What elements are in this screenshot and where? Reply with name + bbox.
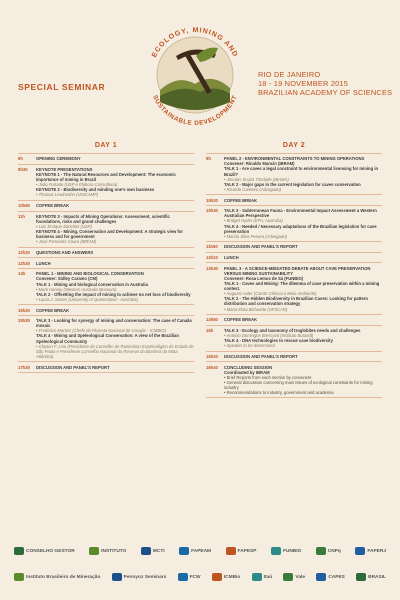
line-text: KEYNOTE 2 - Biodiversity and minding one's own business (36, 187, 155, 193)
seminar-logo (138, 18, 252, 132)
session-title: OPENING CEREMONY (36, 156, 81, 162)
talk-title (224, 166, 382, 176)
line-text: • Mark Harvey (36, 286, 63, 292)
schedule-row (18, 316, 194, 362)
session-time: 14h (18, 271, 26, 277)
session-title: CONCLUDING SESSION (224, 364, 273, 370)
line-text: • Augusto Auler (224, 291, 253, 297)
session-body (224, 266, 382, 312)
line-text: • Maria Elina Bichuette (224, 306, 267, 312)
affiliation: (IBRAM) (278, 161, 295, 167)
session-title: KEYNOTE PRESENTATIONS (36, 166, 93, 172)
schedule-row (206, 206, 382, 242)
schedule-row (206, 315, 382, 326)
sponsor-logo (141, 547, 165, 555)
line-text: TALK 1 - Caves and Mining: The dilemma of cave preservation within a mining context. (224, 281, 380, 292)
session-body (36, 261, 194, 266)
sponsor-mark-icon (355, 547, 365, 555)
speaker (36, 297, 194, 302)
sponsor-mark-icon (141, 547, 151, 555)
speaker (224, 307, 382, 312)
session-body (224, 156, 382, 192)
affiliation: (Presidente do Conselho de Patrimônio Espeleológico do Estado de São Paulo e Presidente Conselho Nacional da Reserva da Biosfera da Mata Atlântica) (36, 343, 194, 359)
talk-title (36, 318, 194, 328)
day-2-heading: DAY 2 (206, 142, 382, 154)
line-text: • Frederico Martins (36, 328, 72, 334)
sponsor-logo (252, 573, 273, 581)
affiliation: (FUNBIO) (284, 275, 304, 281)
sponsor-mark-icon (89, 547, 99, 555)
sponsor-logo (316, 547, 341, 555)
affiliation: (CM) (88, 276, 98, 282)
affiliation: (UNICAMP) (76, 192, 99, 198)
talk-title (36, 172, 194, 182)
session-time: 12h30 (18, 260, 30, 266)
day-2-column (206, 142, 382, 398)
affiliation: (Western Australia Museum) (63, 286, 117, 292)
sponsor-logo (89, 547, 126, 555)
sponsor-logo (271, 547, 301, 555)
line-text: TALK 4 - Needed / Necessary adaptations of the Brazilian legislation for cave preservation (224, 223, 377, 234)
sponsor-logo (178, 573, 201, 581)
session-time: 9h30 (18, 166, 28, 172)
session-title: LUNCH (36, 260, 51, 266)
talk-title (36, 214, 194, 224)
line-text: TALK 4 - Mining and Speleological Conservation: A view of the Brazilian Speleological Community (36, 333, 179, 344)
affiliation: (EPA, Australia) (253, 218, 283, 224)
sponsor-name: INSTITUTO (101, 548, 127, 554)
line-text: TALK 2 - Major gaps in the current legislation for caves conservation (224, 181, 361, 187)
day-1-schedule (18, 154, 194, 373)
session-title: COFFEE BREAK (36, 203, 70, 209)
schedule-row (18, 248, 194, 259)
session-body (36, 156, 194, 161)
session-body (36, 250, 194, 255)
session-body (36, 167, 194, 198)
session-time: 10h30 (206, 208, 218, 214)
line-text: TALK 3 - Looking for synergy of mining and conservation: The case of Canaãs mosaic (36, 318, 192, 329)
session-body (224, 354, 382, 359)
sponsor-name: FAPESP (237, 548, 257, 554)
session-title: DISCUSSION AND PANEL'S REPORT (224, 353, 298, 359)
schedule-row (18, 305, 194, 316)
talk-title (224, 224, 382, 234)
sponsor-logo (283, 573, 305, 581)
city: RIO DE JANEIRO (258, 70, 321, 79)
schedule-row (18, 154, 194, 165)
schedule-row (18, 362, 194, 373)
sponsor-name: Vale (295, 574, 306, 580)
line-text: • Bridget Hyder (224, 218, 253, 224)
sponsor-name: FCW (189, 574, 201, 580)
schedule-row (18, 165, 194, 201)
line-text: TALK 2 - The Hidden Biodiversity in Brazilian Caves: Looking for pattern distribution and conservation strategy (224, 296, 368, 307)
venue: BRAZILIAN ACADEMY OF SCIENCES (258, 88, 393, 97)
line-text: • Laura J. Sonter (36, 296, 68, 302)
talk-title (224, 208, 382, 218)
line-text: • João Furtado (36, 182, 64, 188)
schedule-row (206, 263, 382, 314)
line-text: • General discussion concerning main issues of ecological constraints for mining industry (224, 379, 373, 390)
session-body (36, 203, 194, 208)
line-text: TALK 1 - Mining and biological conservation in Australia (36, 281, 148, 287)
affiliation: (Chefe da Floresta Nacional de Carajás - ICMBIO) (72, 328, 166, 334)
list-item (224, 380, 382, 390)
schedule-row (206, 253, 382, 264)
session-time: 11h50 (206, 244, 218, 250)
session-body (36, 365, 194, 370)
line-text: • Jonatas Souza Trindade (224, 176, 272, 182)
line-text: TALK 1 - Are caves a legal constraint to environmental licensing for mining in Brazil? (224, 166, 379, 177)
logo-bottom-text: SUSTAINABLE DEVELOPMENT (151, 94, 239, 128)
sponsor-mark-icon (212, 573, 222, 581)
line-text: TALK 3 - Subterranean Fauna - Environmental Impact Assessment a Western Australian Perspective (224, 208, 377, 219)
sponsors-row-2 (14, 564, 386, 590)
sponsor-mark-icon (283, 573, 293, 581)
session-body (224, 198, 382, 203)
sponsor-logo (356, 573, 386, 581)
schedule-row (206, 242, 382, 253)
line-text: TALK 4 - DNA technologies to rescue cave biodiversity (224, 338, 333, 344)
schedule-row (206, 362, 382, 398)
sponsor-logo (226, 547, 257, 555)
sponsor-mark-icon (252, 573, 262, 581)
line-text: • Speaker to be determined (224, 343, 275, 349)
session-body (224, 255, 382, 260)
sponsor-name: Pennyoz Seminars (123, 574, 167, 580)
line-text: Convener: Rosa Lemos de Sá (224, 275, 284, 281)
logo-top-text: ECOLOGY, MINING AND (151, 26, 239, 59)
line-text: TALK 3 - Ecology and taxonomy of troglobites needs and challenges (224, 327, 361, 333)
talk-title (36, 229, 194, 239)
sponsor-name: CAPES (328, 574, 345, 580)
line-text: • Thomas Lewinsohn (36, 192, 75, 198)
line-text: • Brief Reports from each section by conveners (224, 374, 312, 380)
sponsor-mark-icon (316, 547, 326, 555)
sponsor-logo (316, 573, 345, 581)
session-body (36, 318, 194, 359)
schedule-row (206, 154, 382, 195)
sponsor-mark-icon (226, 547, 236, 555)
session-time: 12h10 (206, 255, 218, 261)
session-time: 12h20 (18, 249, 30, 255)
session-time: 10h20 (206, 197, 218, 203)
session-time: 13h30 (206, 265, 218, 271)
session-time: 16h40 (206, 364, 218, 370)
schedule-row (206, 326, 382, 352)
session-title: COFFEE BREAK (224, 317, 258, 323)
sponsor-mark-icon (316, 573, 326, 581)
header (0, 0, 400, 138)
session-body (36, 271, 194, 302)
line-text: • Marcio Silva Pereira (224, 233, 265, 239)
line-text: • Recommendations to industry, government and academia (224, 390, 334, 396)
line-text: Coordinated by IBRAM (224, 369, 270, 375)
sponsor-name: FAPEAM (191, 548, 212, 554)
special-seminar-label: SPECIAL SEMINAR (18, 82, 106, 92)
session-time: 14h50 (206, 317, 218, 323)
sponsor-mark-icon (356, 573, 366, 581)
affiliation: (USP e Elabora Consultoria) (64, 182, 118, 188)
affiliation: (IBRAM) (80, 239, 97, 245)
sponsor-logo (14, 547, 75, 555)
session-title: DISCUSSION AND PANEL'S REPORT (224, 244, 298, 250)
line-text: • José Fernando Coura (36, 239, 80, 245)
session-title: PANEL 2 - ENVIRONMENTAL CONSTRAINTS TO MINING OPERATIONS (224, 156, 365, 162)
sponsor-name: ICMBio (223, 574, 241, 580)
affiliation: (Instituto Butantã) (280, 332, 314, 338)
session-title: DISCUSSION AND PANEL'S REPORT (36, 364, 110, 370)
line-text: KEYNOTE 4 - Mining, Conservation and Development: A strategic view for business and for government (36, 229, 183, 240)
session-time: 17h30 (18, 364, 30, 370)
day-1-heading: DAY 1 (18, 142, 194, 154)
session-body (224, 244, 382, 249)
sponsor-logo (179, 547, 211, 555)
session-time: 9h (206, 156, 211, 162)
line-text: Convener: Sidley Caramo (36, 276, 87, 282)
speaker (224, 187, 382, 192)
affiliation: (Advogado) (265, 233, 287, 239)
sponsor-mark-icon (178, 573, 188, 581)
session-time: 10h50 (18, 203, 30, 209)
session-body (36, 214, 194, 245)
session-body (224, 208, 382, 239)
sponsor-logo (212, 573, 241, 581)
affiliation: (University of Queensland - Australia) (68, 296, 138, 302)
session-time: 15h20 (18, 307, 30, 313)
speaker (224, 343, 382, 348)
talk-title (224, 281, 382, 291)
sponsor-name: FAPERJ (367, 548, 386, 554)
dates: 18 - 19 NOVEMBER 2015 (258, 79, 349, 88)
schedule-row (18, 258, 194, 269)
session-body (224, 365, 382, 396)
sponsor-logo (112, 573, 167, 581)
talk-title (36, 333, 194, 343)
schedule-row (206, 195, 382, 206)
sponsor-logo (355, 547, 386, 555)
sponsor-name: BRASIL (368, 574, 386, 580)
day-1-column (18, 142, 194, 373)
day-2-schedule (206, 154, 382, 398)
line-text: • Ricardo Carneiro (224, 186, 259, 192)
session-title: COFFEE BREAK (36, 307, 70, 313)
sponsor-name: CNPq (327, 548, 341, 554)
affiliation: (UFSCAR) (267, 306, 288, 312)
event-info (258, 70, 398, 97)
sponsor-mark-icon (112, 573, 122, 581)
talk-title (224, 296, 382, 306)
session-title: LUNCH (224, 255, 239, 261)
affiliation: (Advogado) (259, 186, 282, 192)
speaker (36, 344, 194, 359)
affiliation: (USP) (80, 224, 92, 230)
list-item (224, 390, 382, 395)
sponsor-mark-icon (179, 547, 189, 555)
line-text: TALK 2 - Offsetting the impact of mining to achieve no net loss of biodiversity (36, 291, 191, 297)
session-title: PANEL 1 - MINING AND BIOLOGICAL CONSERVATION (36, 271, 144, 277)
schedule-row (18, 269, 194, 305)
session-body (224, 317, 382, 322)
sponsor-name: Itaú (263, 574, 273, 580)
speaker (224, 234, 382, 239)
session-time: 9h (18, 156, 23, 162)
affiliation: (IBAMA) (272, 176, 289, 182)
schedule-row (18, 201, 194, 212)
session-time: 16h20 (206, 353, 218, 359)
session-body (224, 328, 382, 348)
session-time: 11h (18, 213, 25, 219)
schedule-row (18, 212, 194, 248)
line-text: Convener: Rinaldo Mancin (224, 161, 277, 167)
schedule-row (206, 352, 382, 363)
sponsor-name: Instituto Brasileiro de Mineração (26, 574, 101, 580)
sponsor-mark-icon (14, 573, 24, 581)
session-title: PANEL 3 - A SCIENCE-MEDIATED DEBATE ABOUT CAVE PRESERVATION VERSUS MINING SUSTAINABILITY (224, 265, 371, 276)
sponsor-mark-icon (14, 547, 24, 555)
session-title: COFFEE BREAK (224, 197, 258, 203)
sponsors-row-1 (14, 538, 386, 564)
sponsor-name: FUNBIO (282, 548, 302, 554)
affiliation: (Carste Ciência e Meio Ambiente) (253, 291, 317, 297)
session-body (36, 308, 194, 313)
session-time: 15h30 (18, 318, 30, 324)
line-text: • Clayton F. Lino (36, 343, 67, 349)
line-text: • Antonio Domingos Brescovit (224, 332, 280, 338)
sponsor-name: MCTI (152, 548, 165, 554)
speaker (36, 239, 194, 244)
session-time: 15h (206, 327, 214, 333)
line-text: • Luis Enrique Sanchez (36, 224, 80, 230)
speaker (36, 192, 194, 197)
line-text: KEYNOTE 1 - The Natural Resources and Development: The economic importance of mining in Brazil (36, 172, 176, 183)
sponsor-logo (14, 573, 100, 581)
session-title: QUESTIONS AND ANSWERS (36, 249, 94, 255)
sponsor-name: CONSELHO GESTOR (26, 548, 75, 554)
sponsors-footer (14, 538, 386, 596)
line-text: KEYNOTE 3 - Impacts of Mining Operations: Assessment, scientific foundations, risks and grand challenges (36, 213, 170, 224)
sponsor-mark-icon (271, 547, 281, 555)
